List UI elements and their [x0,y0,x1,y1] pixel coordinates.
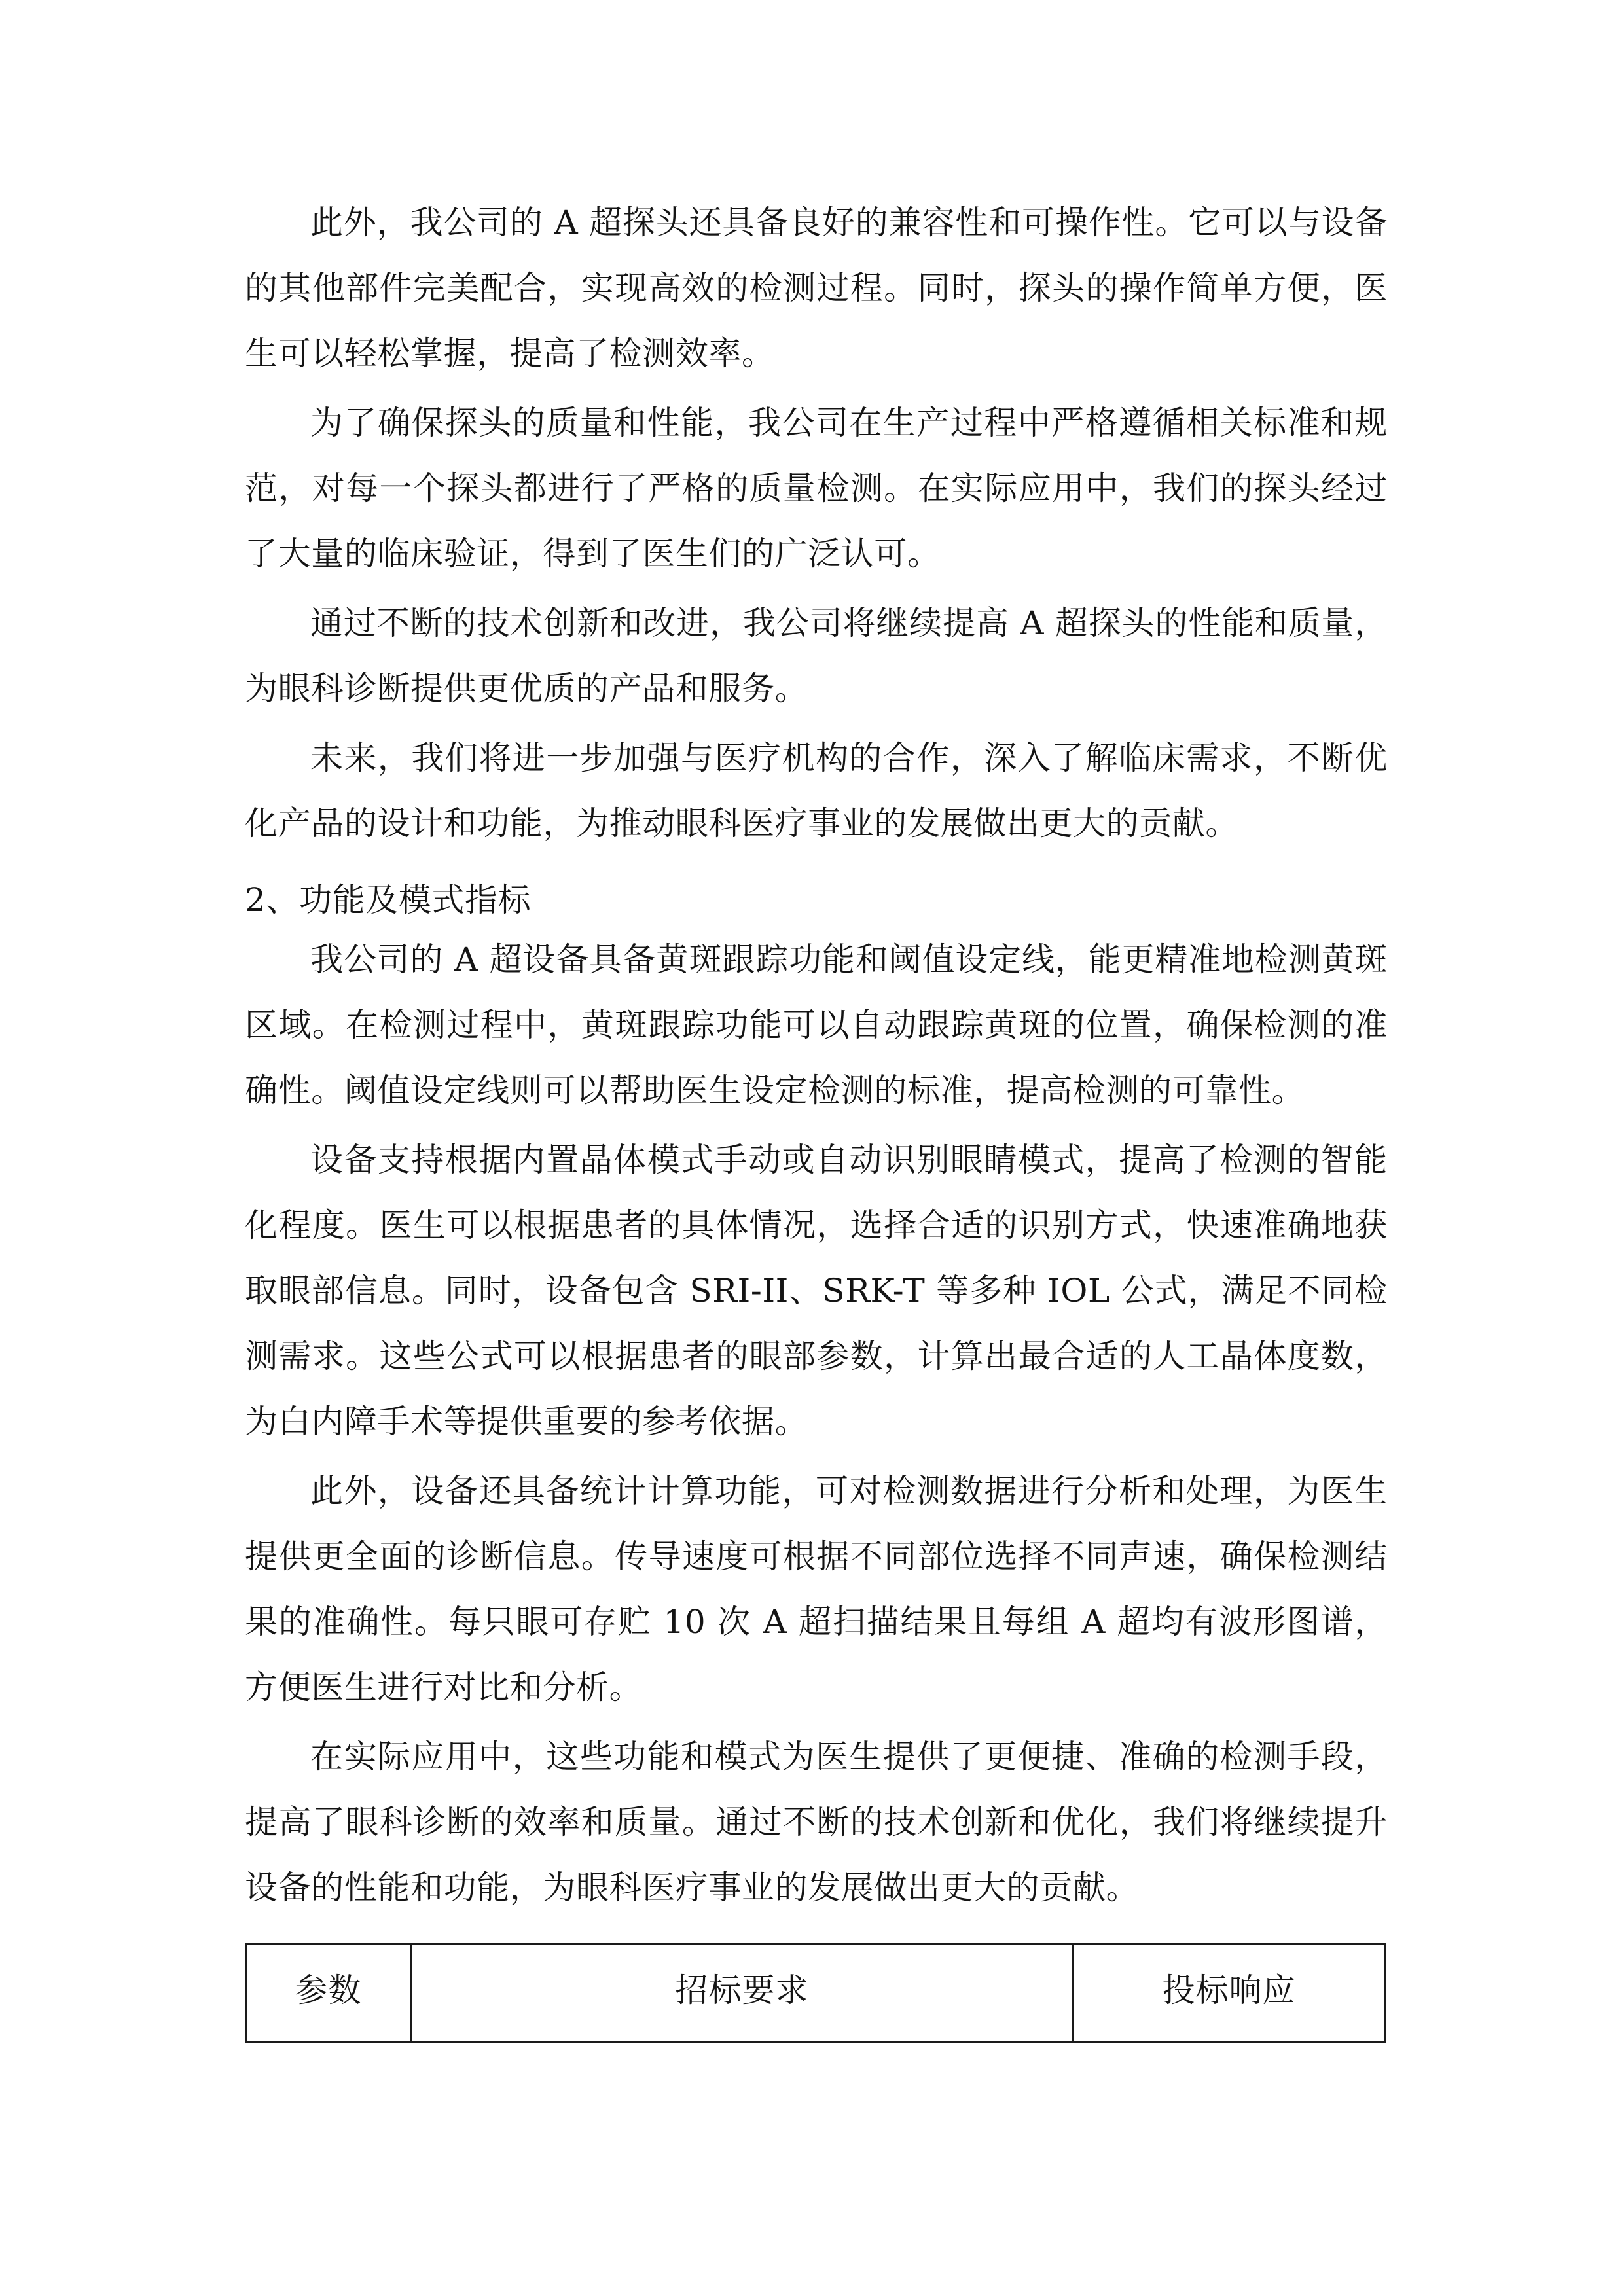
section-heading: 2、功能及模式指标 [245,881,532,919]
paragraph-statistics: 此外，设备还具备统计计算功能，可对检测数据进行分析和处理，为医生提供更全面的诊断信息。传导速度可根据不同部位选择不同声速，确保检测结果的准确性。每只眼可存贮 10 次 A 超扫描结果且每组 A 超均有波形图谱，方便医生进行对比和分析。 [245,1472,1388,1706]
header-bid-response: 投标响应 [1074,1944,1385,2042]
table-header-row [246,1944,1385,2042]
paragraph-quality: 为了确保探头的质量和性能，我公司在生产过程中严格遵循相关标准和规范，对每一个探头都进行了严格的质量检测。在实际应用中，我们的探头经过了大量的临床验证，得到了医生们的广泛认可。 [245,404,1388,573]
paragraph-compatibility: 此外，我公司的 A 超探头还具备良好的兼容性和可操作性。它可以与设备的其他部件完美配合，实现高效的检测过程。同时，探头的操作简单方便，医生可以轻松掌握，提高了检测效率。 [245,204,1388,372]
paragraph-future: 未来，我们将进一步加强与医疗机构的合作，深入了解临床需求，不断优化产品的设计和功能，为推动眼科医疗事业的发展做出更大的贡献。 [245,739,1388,842]
paragraph-innovation: 通过不断的技术创新和改进，我公司将继续提高 A 超探头的性能和质量，为眼科诊断提供更优质的产品和服务。 [245,604,1388,708]
document-page [245,190,1388,2043]
header-tender-requirement: 招标要求 [411,1944,1074,2042]
paragraph-eye-mode: 设备支持根据内置晶体模式手动或自动识别眼睛模式，提高了检测的智能化程度。医生可以根据患者的具体情况，选择合适的识别方式，快速准确地获取眼部信息。同时，设备包含 SRI-II、SRK-T 等多种 IOL 公式，满足不同检测需求。这些公式可以根据患者的眼部参数，计算出最合适的人工晶体度数，为白内障手术等提供重要的参考依据。 [245,1141,1388,1441]
paragraph-application: 在实际应用中，这些功能和模式为医生提供了更便捷、准确的检测手段，提高了眼科诊断的效率和质量。通过不断的技术创新和优化，我们将继续提升设备的性能和功能，为眼科医疗事业的发展做出更大的贡献。 [245,1738,1388,1907]
paragraph-macula-tracking: 我公司的 A 超设备具备黄斑跟踪功能和阈值设定线，能更精准地检测黄斑区域。在检测过程中，黄斑跟踪功能可以自动跟踪黄斑的位置，确保检测的准确性。阈值设定线则可以帮助医生设定检测的标准，提高检测的可靠性。 [245,941,1388,1109]
spec-table [245,1943,1386,2043]
header-parameter: 参数 [246,1944,411,2042]
